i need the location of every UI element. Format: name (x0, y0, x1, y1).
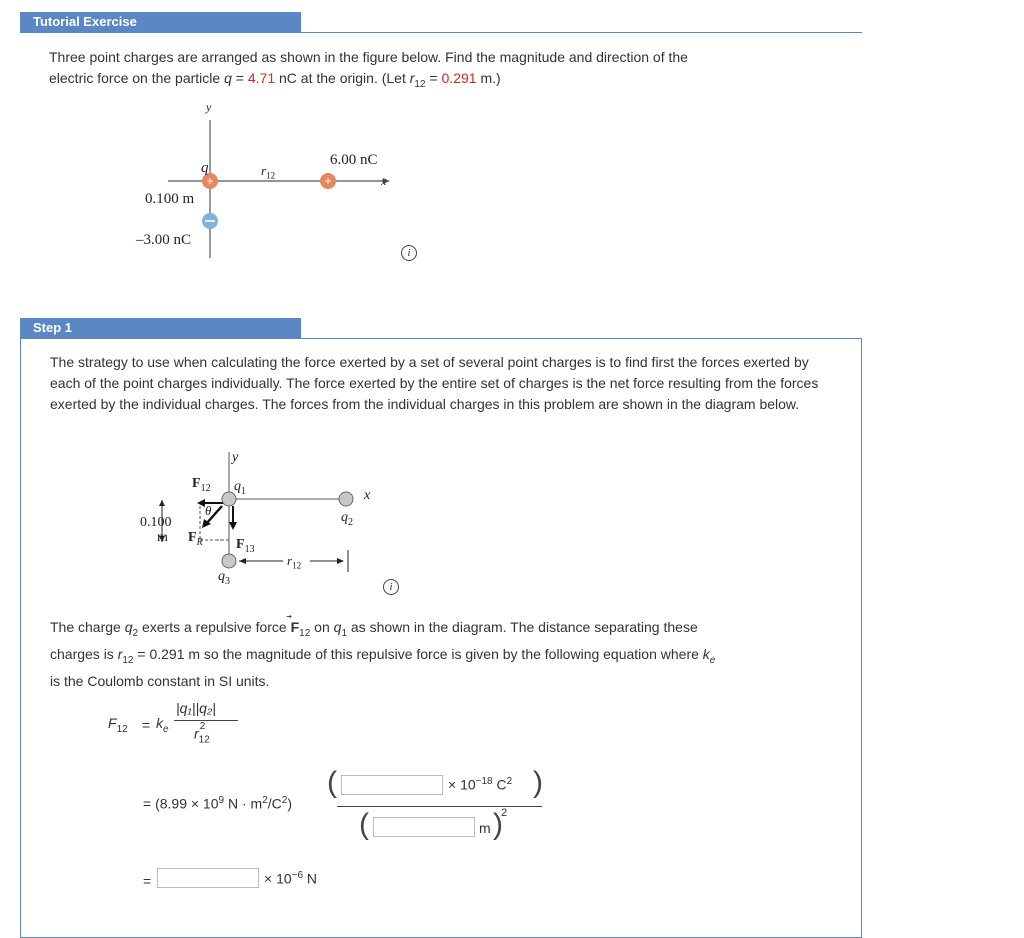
numer-units (448, 776, 512, 793)
fig1-charge-bottom: –3.00 nC (136, 232, 192, 248)
denom-power: 2 (501, 807, 508, 819)
fig2-q3-sub: 3 (225, 575, 230, 587)
strategy-text: The strategy to use when calculating the force exerted by a set of several point charges is to find first the forces exerted by each of the point charges individually. The force exerted by the entire set of charges is the net force resulting from the forces exerted by the individual charges. The forces from the individual charges in this problem are shown in the diagram below. (50, 354, 819, 412)
fig2-r12-sub: 12 (292, 560, 302, 571)
numer-c2: 2 (506, 776, 513, 787)
exp1-d: as shown in the diagram. The distance separating these (347, 619, 698, 635)
exp2-b: = 0.291 m so the magnitude of this repulsive force is given by the following equation where (133, 646, 703, 662)
eq2-suffix: N · m (224, 795, 263, 812)
eq-denom-sub: 12 (198, 734, 210, 746)
step-header: Step 1 (20, 318, 301, 338)
equals-1: = (231, 70, 248, 86)
fig2-f13-sym: F (236, 537, 245, 552)
svg-text:+: + (206, 174, 214, 188)
fig1-q-label: q (201, 160, 209, 176)
eq-F-sub: 12 (116, 723, 128, 735)
fig2-q2-sub: 2 (348, 516, 353, 528)
fig1-r12-sub: 12 (266, 170, 276, 181)
charge-product-input[interactable] (341, 775, 443, 795)
eq3-units (264, 870, 317, 887)
eq-denom-sup: 2 (199, 721, 206, 732)
explanation-line-2 (50, 644, 850, 671)
exp1-q1: q (333, 619, 342, 635)
numer-exp: −18 (475, 776, 493, 787)
eq-F12 (108, 715, 128, 735)
eq-equals-3: = (143, 873, 152, 889)
fig2-f12-label (192, 476, 211, 494)
exp2-r: r (117, 646, 123, 662)
fig2-fr-sub: R (196, 536, 203, 548)
fig2-f13-label (236, 537, 255, 555)
numer-close-paren: ) (533, 766, 543, 799)
fig2-r12-label (287, 553, 301, 571)
numer-times: × 10 (448, 776, 476, 793)
fig2-q2-label (341, 510, 353, 528)
fig2-q2-sym: q (341, 510, 348, 525)
eq-denominator (194, 721, 215, 746)
fig1-r12-sym: r (261, 163, 267, 178)
eq3-exp: −6 (291, 870, 304, 881)
exp1-b: exerts a repulsive force (138, 619, 291, 635)
eq-line-2 (143, 795, 292, 812)
fig2-r12-sym: r (287, 553, 293, 568)
exp1-c: on (310, 619, 334, 635)
fig2-q2 (339, 492, 353, 506)
eq-fraction-line (174, 720, 238, 721)
eq2-exp: 9 (218, 795, 225, 806)
eq3-times: × 10 (264, 870, 292, 887)
numer-open-paren: ( (327, 766, 337, 799)
exp1-q1-sub: 1 (341, 627, 347, 639)
problem-text-3: m.) (476, 70, 501, 86)
exp2-r-sub: 12 (122, 654, 134, 666)
exp2-a: charges is (50, 646, 118, 662)
distance-input[interactable] (373, 817, 475, 837)
fig2-fr-sym: F (188, 530, 197, 545)
explanation-line-1 (50, 617, 840, 644)
exp1-F: F (290, 619, 300, 635)
figure-1-diagram (0, 0, 1024, 300)
info-icon-2[interactable]: i (383, 579, 399, 595)
exp1-q2: q (124, 619, 133, 635)
exp1-a: The charge (50, 619, 125, 635)
fig2-q3-label (218, 569, 230, 587)
force-answer-input[interactable] (157, 868, 259, 888)
fig2-distance: 0.100 (140, 515, 172, 530)
fig2-theta-label: θ (205, 503, 212, 518)
r-symbol: r (409, 70, 415, 86)
eq-equals-1: = (142, 717, 151, 733)
tutorial-header: Tutorial Exercise (20, 12, 301, 32)
problem-line-1: Three point charges are arranged as shown in the figure below. Find the magnitude and direction of the (49, 49, 688, 65)
exp1-force-vector (291, 619, 300, 635)
problem-text: electric force on the particle (49, 70, 225, 86)
q-symbol: q (224, 70, 232, 86)
eq2-c: /C (267, 795, 282, 812)
r-subscript: 12 (414, 78, 426, 90)
problem-text-2: nC at the origin. (Let (275, 70, 410, 86)
exp1-F-sub: 12 (299, 627, 311, 639)
eq3-N: N (303, 870, 318, 887)
eq-denom-r: r (194, 725, 199, 742)
denom-close-paren: ) (493, 808, 503, 841)
fig2-fr-label (188, 530, 203, 548)
exp1-q2-sub: 2 (132, 627, 139, 639)
fig2-q1-sub: 1 (241, 485, 246, 497)
svg-text:+: + (324, 174, 332, 188)
denom-unit: m (479, 820, 491, 836)
eq-ke (156, 715, 169, 735)
fig2-f12-sym: F (192, 476, 201, 491)
fig1-y-label: y (206, 100, 212, 114)
fig1-charge-right: 6.00 nC (330, 152, 378, 168)
fig1-distance: 0.100 m (145, 191, 195, 207)
eq2-fraction-line (337, 806, 542, 807)
eq2-c2: 2 (281, 795, 288, 806)
fig2-f13-sub: 13 (244, 543, 255, 555)
info-icon[interactable]: i (401, 245, 417, 261)
eq2-close: ) (287, 795, 292, 812)
fig1-x-label: x (381, 174, 387, 188)
fig2-f12-sub: 12 (200, 482, 211, 494)
eq-F-sym: F (108, 715, 117, 731)
q-value: 4.71 (247, 70, 276, 86)
fig2-x-label: x (364, 488, 371, 503)
eq-numerator: |q₁||q₂| (176, 700, 216, 716)
eq-k-sym: k (156, 715, 163, 731)
numer-c: C (492, 776, 507, 793)
explanation-line-3: is the Coulomb constant in SI units. (50, 673, 270, 689)
fig2-q3 (222, 554, 236, 568)
fig2-y-label: y (232, 450, 239, 465)
eq2-m2: 2 (262, 795, 268, 806)
fig2-q1-sym: q (234, 479, 241, 494)
denom-open-paren: ( (359, 808, 369, 841)
exp2-k: k (702, 646, 710, 662)
fig2-q3-sym: q (218, 569, 225, 584)
eq2-prefix: = (8.99 × 10 (143, 795, 219, 812)
fig2-distance-unit: m (157, 530, 168, 545)
r-value: 0.291 (441, 70, 477, 86)
fig2-q1-label (234, 479, 246, 497)
exp2-k-sub: e (709, 654, 716, 666)
fig1-r12-label (261, 163, 275, 181)
eq-k-sub: e (163, 723, 169, 735)
equals-2: = (425, 70, 442, 86)
